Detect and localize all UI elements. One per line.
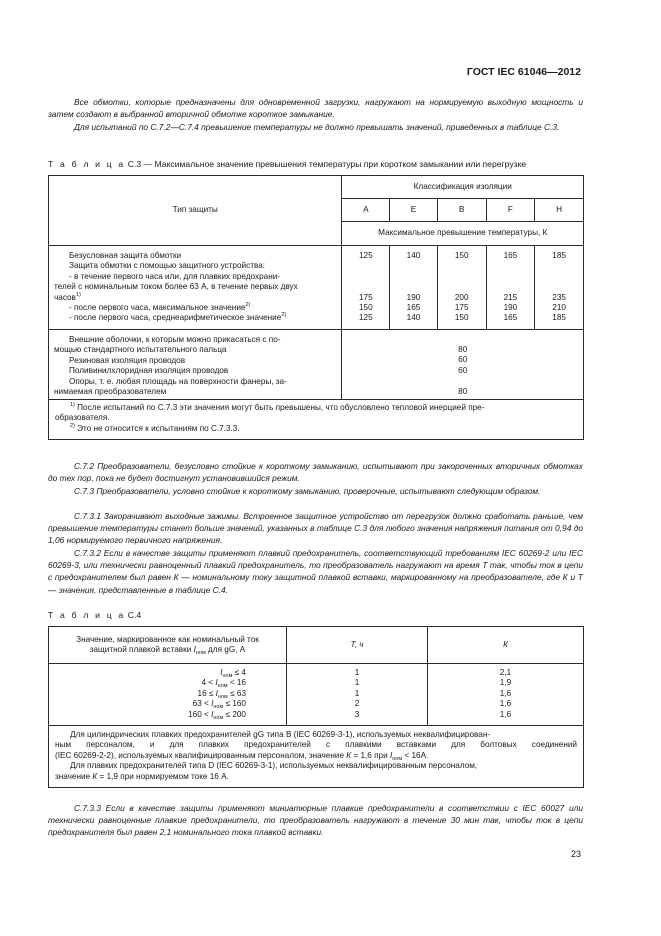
clause-c7-3-2: С.7.3.2 Если в качестве защиты применяют плавкий предохранитель, соответствующий требованиям IEC 60269-2 или IEC 60269-3, или технически равноценный плавкий предохранитель, то преобразователь нагружают на время Т так, чтобы ток в цепи с предохранителем был равен К — номинальному току защитной плавкой вставки, маркированному на преобразователе, где К и Т — значения, представленные в таблице С.4.	[48, 548, 583, 595]
col-f-values	[486, 246, 535, 330]
col-b-values	[437, 246, 486, 330]
table-c4-values-col	[49, 664, 287, 726]
table-c4-k-col	[428, 664, 584, 726]
cell-value: 1,6	[499, 688, 512, 698]
cell-value: 165	[406, 302, 421, 312]
row-label: телей с номинальным током более 63 А, в течение первых двух	[54, 282, 298, 292]
cell-value: 1,9	[499, 678, 512, 688]
cell-value: 150	[454, 313, 469, 323]
cell-value: 1,6	[499, 709, 512, 719]
clause-c7-2: С.7.2 Преобразователи, безусловно стойкие к короткому замыканию, испытывают при закороченных вторичных обмотках до тех пор, пока не будет достигнут установившийся режим.	[48, 461, 583, 484]
row-label: нимаемая преобразователем	[54, 387, 167, 397]
table-c4-caption: Т а б л и ц а С.4	[48, 610, 142, 620]
row-label: - в течение первого часа или, для плавких предохрани-	[69, 271, 281, 281]
table-c4-t-col	[287, 664, 428, 726]
class-b: B	[437, 199, 486, 222]
c4-value-row: $4 < I_{ном} < 16$	[201, 678, 246, 690]
footnote-mark: 2)	[245, 302, 251, 309]
note-line: Для плавких предохранителей типа D (IEC 60269-3-1), используемых неквалифицированным персоналом,	[70, 761, 478, 771]
c4-value-row: $16 \le I_{ном} \le 63$	[197, 688, 246, 700]
cell-value: 2,1	[499, 668, 512, 677]
table-c4-note	[49, 726, 584, 788]
c4-value-row: $63 < I_{ном} \le 160$	[192, 699, 246, 711]
row-label: мощью стандартного испытательного пальца	[54, 345, 227, 355]
table-c3-block1-labels	[49, 246, 342, 330]
row-label: Защита обмотки с помощью защитного устройства:	[69, 261, 266, 271]
table-c3-block2-labels	[49, 330, 342, 400]
note-line: Для цилиндрических плавких предохранителей gG типа В (IEC 60269-3-1), используемых неквалифицирован-	[70, 730, 491, 739]
note-line: значение К = 1,9 при нормируемом токе 16 А.	[55, 771, 229, 781]
cell-value: 150	[358, 302, 373, 312]
cell-value: 150	[454, 251, 469, 260]
clause-c7-3-3: С.7.3.3 Если в качестве защиты применяют миниатюрные плавкие предохранители в соответствии с IEC 60027 или технически равноценные плавкие предохранители, то преобразователь нагружают в течение 30 мин так, чтобы ток в цепи предохранителя был равен 2,1 номинального тока плавкой вставки.	[48, 803, 583, 838]
cell-value: 80	[458, 386, 468, 396]
table-c3-caption: Т а б л и ц а С.3 — Максимальное значение превышения температуры при коротком замыкании или перегрузке	[48, 159, 527, 169]
table-c3-head-max: Максимальное превышение температуры, К	[342, 222, 584, 246]
table-c3-footnotes	[49, 400, 584, 440]
table-c4	[48, 626, 584, 788]
row-label: часов$^{1)}$	[54, 291, 81, 302]
col-e-values	[390, 246, 438, 330]
note-line: (IEC 60269-2-2), используемых квалифицированным персоналом, значение К = 1,6 при $I_{ном} < 16А$.	[55, 750, 429, 762]
standard-header: ГОСТ IEC 61046—2012	[466, 66, 581, 78]
cell-value: 80	[458, 345, 468, 354]
cell-value: 175	[358, 292, 373, 302]
cell-value: 175	[454, 302, 469, 312]
page-number: 23	[570, 849, 581, 859]
cell-value: 140	[406, 251, 421, 260]
cell-value: 2	[354, 699, 360, 709]
footnote-mark: 2)	[281, 312, 287, 319]
cell-value: 125	[358, 313, 373, 323]
col-h-values	[535, 246, 584, 330]
cell-value: 190	[503, 302, 518, 312]
cell-value: 1	[354, 688, 360, 698]
cell-value: 165	[503, 313, 518, 323]
cell-value: 185	[552, 251, 566, 260]
class-h: H	[535, 199, 584, 222]
cell-value: 60	[458, 355, 468, 365]
cell-value: 200	[454, 292, 469, 302]
cell-value: 60	[458, 365, 468, 375]
clause-c7-3: С.7.3 Преобразователи, условно стойкие к короткому замыканию, проверочные, испытывают следующим образом.	[74, 486, 541, 496]
c4-value-row: $I_{ном} \le 4$	[220, 668, 246, 679]
row-label: Поливинилхлоридная изоляция проводов	[69, 366, 229, 376]
footnote-2: $^{2)}$ Это не относится к испытаниям по С.7.3.3.	[70, 422, 240, 433]
footnote-1: $^{1)}$ После испытаний по С.7.3 эти значения могут быть превышены, что обусловлено тепловой инерцией пре-	[70, 402, 485, 412]
clause-c7-3-1: С.7.3.1 Закорачивают выходные зажимы. Встроенное защитное устройство от перегрузок должно сработать раньше, чем превышение температуры станет больше значений, указанных в таблице С.3 для любого значения напряжения питания от 0,94 до 1,06 нормируемого первичного напряжения.	[48, 511, 583, 546]
table-c4-head-k: К	[428, 627, 584, 664]
table-c3-head-class: Классификация изоляции	[342, 176, 584, 199]
note-line: ным персоналом, и для плавких предохранителей с плавкими вставками для болтовых соединений	[55, 740, 577, 750]
cell-value: 190	[406, 292, 421, 302]
cell-value: 235	[552, 292, 566, 302]
footnote-mark: 1)	[75, 291, 81, 298]
row-label: Опоры, т. е. любая площадь на поверхности фанеры, за-	[69, 376, 287, 386]
c4-value-row: $160 < I_{ном} \le 200$	[188, 709, 246, 721]
table-c3-head-type: Тип защиты	[49, 176, 342, 246]
cell-value: 1	[354, 668, 360, 677]
col-a-values	[342, 246, 390, 330]
row-label: Безусловная защита обмотки	[69, 251, 182, 260]
footnote-1-cont: образователя.	[55, 413, 110, 423]
head-line: защитной плавкой вставки $I_{ном}$ для gG, А	[89, 645, 246, 656]
cell-value: 140	[406, 313, 421, 323]
head-line: Значение, маркированное как номинальный ток	[76, 634, 259, 644]
row-label: Внешние оболочки, к которым можно прикасаться с по-	[69, 335, 281, 344]
row-label: - после первого часа, среднеарифметическое значение$^{2)}$	[69, 312, 287, 323]
class-e: E	[390, 199, 438, 222]
table-c4-head-t: Т, ч	[287, 627, 428, 664]
cell-value: 1,6	[499, 699, 512, 709]
class-f: F	[486, 199, 535, 222]
row-label: Резиновая изоляция проводов	[69, 355, 186, 365]
class-a: A	[342, 199, 390, 222]
cell-value: 210	[552, 302, 566, 312]
cell-value: 125	[358, 251, 373, 260]
table-c3	[48, 175, 584, 440]
intro-paragraph-1: Все обмотки, которые предназначены для одновременной загрузки, нагружают на нормируемую выходную мощность и затем создают в выбранной вторичной обмотке короткое замыкание.	[48, 97, 583, 120]
intro-paragraph-2: Для испытаний по С.7.2—С.7.4 превышение температуры не должно превышать значений, приведенных в таблице С.3.	[74, 122, 560, 132]
table-c3-block2-values	[342, 330, 584, 400]
cell-value: 185	[552, 313, 566, 323]
cell-value: 165	[503, 251, 518, 260]
cell-value: 215	[503, 292, 518, 302]
cell-value: 3	[354, 709, 360, 719]
cell-value: 1	[354, 678, 360, 688]
row-label: - после первого часа, максимальное значение$^{2)}$	[69, 302, 251, 313]
table-c4-head-value	[49, 627, 287, 664]
